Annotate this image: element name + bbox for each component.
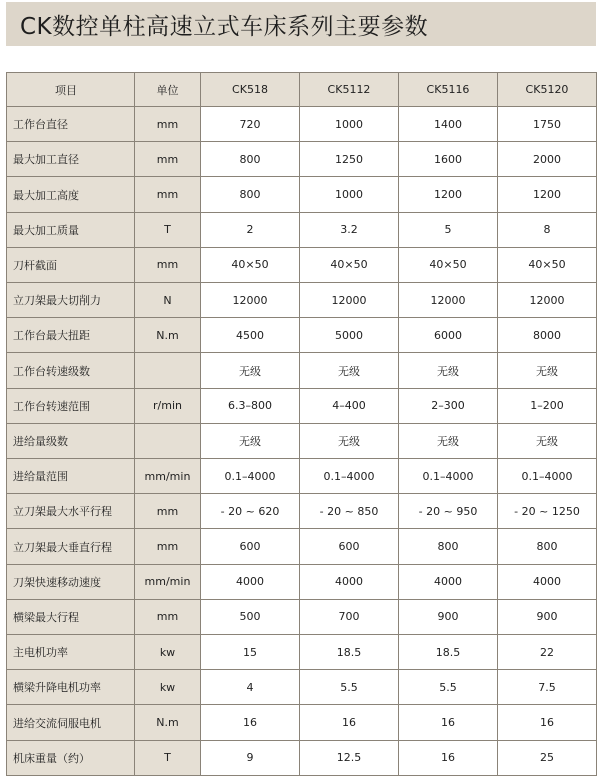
param-value: - 20 ~ 1250 [498, 494, 597, 529]
param-value: 1750 [498, 107, 597, 142]
param-name: 工作台转速范围 [7, 388, 135, 423]
table-row [7, 459, 597, 494]
param-unit: mm/min [135, 564, 201, 599]
header-model: CK5112 [300, 73, 399, 107]
param-value: 40×50 [399, 247, 498, 282]
param-value: - 20 ~ 950 [399, 494, 498, 529]
param-value: 15 [201, 635, 300, 670]
table-row [7, 670, 597, 705]
table-row [7, 705, 597, 740]
table-row [7, 740, 597, 775]
param-value: 900 [498, 599, 597, 634]
param-value: 无级 [498, 423, 597, 458]
param-name: 工作台最大扭距 [7, 318, 135, 353]
param-value: 0.1–4000 [300, 459, 399, 494]
table-row [7, 107, 597, 142]
param-unit: N [135, 283, 201, 318]
param-value: 4000 [201, 564, 300, 599]
param-unit: kw [135, 635, 201, 670]
table-row [7, 212, 597, 247]
param-value: 40×50 [300, 247, 399, 282]
param-value: 无级 [399, 423, 498, 458]
param-value: 40×50 [201, 247, 300, 282]
header-model: CK518 [201, 73, 300, 107]
param-unit: mm [135, 247, 201, 282]
param-value: 1000 [300, 177, 399, 212]
param-value: 800 [399, 529, 498, 564]
param-value: 25 [498, 740, 597, 775]
param-name: 进给交流伺服电机 [7, 705, 135, 740]
table-row [7, 635, 597, 670]
param-value: 2–300 [399, 388, 498, 423]
param-value: 无级 [498, 353, 597, 388]
param-value: 18.5 [300, 635, 399, 670]
param-name: 主电机功率 [7, 635, 135, 670]
param-value: 4500 [201, 318, 300, 353]
param-value: 2 [201, 212, 300, 247]
param-name: 工作台直径 [7, 107, 135, 142]
param-value: 4000 [399, 564, 498, 599]
param-value: 0.1–4000 [399, 459, 498, 494]
param-value: 1400 [399, 107, 498, 142]
title-bar [6, 2, 596, 46]
param-unit: T [135, 740, 201, 775]
spec-table-container [6, 72, 596, 776]
param-value: 700 [300, 599, 399, 634]
param-value: 无级 [201, 423, 300, 458]
param-value: 600 [300, 529, 399, 564]
param-unit [135, 423, 201, 458]
param-value: 22 [498, 635, 597, 670]
param-value: 18.5 [399, 635, 498, 670]
table-row [7, 494, 597, 529]
param-name: 横梁升降电机功率 [7, 670, 135, 705]
param-name: 刀架快速移动速度 [7, 564, 135, 599]
param-value: 4 [201, 670, 300, 705]
param-name: 进给量级数 [7, 423, 135, 458]
param-value: 16 [399, 740, 498, 775]
param-value: 5 [399, 212, 498, 247]
table-row [7, 283, 597, 318]
param-value: 1250 [300, 142, 399, 177]
param-value: - 20 ~ 850 [300, 494, 399, 529]
header-item: 项目 [7, 73, 135, 107]
param-value: 0.1–4000 [201, 459, 300, 494]
param-unit: T [135, 212, 201, 247]
param-value: 0.1–4000 [498, 459, 597, 494]
header-row [7, 73, 597, 107]
param-unit: mm [135, 177, 201, 212]
param-value: 900 [399, 599, 498, 634]
param-name: 机床重量（约） [7, 740, 135, 775]
table-row [7, 423, 597, 458]
table-row [7, 529, 597, 564]
table-row [7, 388, 597, 423]
param-value: 6000 [399, 318, 498, 353]
param-value: 4–400 [300, 388, 399, 423]
param-value: 40×50 [498, 247, 597, 282]
param-name: 工作台转速级数 [7, 353, 135, 388]
param-value: 12000 [201, 283, 300, 318]
param-unit: kw [135, 670, 201, 705]
param-value: 16 [399, 705, 498, 740]
page-title: CK数控单柱高速立式车床系列主要参数 [20, 14, 429, 40]
param-value: 无级 [399, 353, 498, 388]
table-row [7, 177, 597, 212]
param-unit [135, 353, 201, 388]
param-name: 最大加工高度 [7, 177, 135, 212]
param-unit: r/min [135, 388, 201, 423]
param-value: 600 [201, 529, 300, 564]
param-value: 800 [201, 142, 300, 177]
param-value: 800 [201, 177, 300, 212]
param-value: 12.5 [300, 740, 399, 775]
table-row [7, 247, 597, 282]
param-value: 7.5 [498, 670, 597, 705]
header-model: CK5116 [399, 73, 498, 107]
param-value: 1000 [300, 107, 399, 142]
param-value: 8000 [498, 318, 597, 353]
param-value: 无级 [300, 353, 399, 388]
param-value: 无级 [300, 423, 399, 458]
param-name: 最大加工质量 [7, 212, 135, 247]
header-model: CK5120 [498, 73, 597, 107]
table-row [7, 142, 597, 177]
param-unit: N.m [135, 705, 201, 740]
param-value: 无级 [201, 353, 300, 388]
param-unit: mm [135, 142, 201, 177]
param-value: 1200 [498, 177, 597, 212]
param-value: 6.3–800 [201, 388, 300, 423]
param-name: 立刀架最大切削力 [7, 283, 135, 318]
header-unit: 单位 [135, 73, 201, 107]
param-value: 9 [201, 740, 300, 775]
param-value: 500 [201, 599, 300, 634]
param-value: 5000 [300, 318, 399, 353]
table-row [7, 318, 597, 353]
param-value: 1200 [399, 177, 498, 212]
param-value: 4000 [498, 564, 597, 599]
param-value: - 20 ~ 620 [201, 494, 300, 529]
param-value: 5.5 [399, 670, 498, 705]
table-row [7, 353, 597, 388]
table-row [7, 564, 597, 599]
param-value: 1600 [399, 142, 498, 177]
param-name: 进给量范围 [7, 459, 135, 494]
param-value: 12000 [399, 283, 498, 318]
param-value: 1–200 [498, 388, 597, 423]
param-unit: mm [135, 599, 201, 634]
param-value: 800 [498, 529, 597, 564]
param-name: 横梁最大行程 [7, 599, 135, 634]
spec-table [6, 72, 597, 776]
param-value: 2000 [498, 142, 597, 177]
param-value: 720 [201, 107, 300, 142]
param-name: 立刀架最大垂直行程 [7, 529, 135, 564]
table-row [7, 599, 597, 634]
param-name: 立刀架最大水平行程 [7, 494, 135, 529]
param-unit: mm [135, 529, 201, 564]
param-unit: N.m [135, 318, 201, 353]
param-unit: mm [135, 494, 201, 529]
param-value: 16 [201, 705, 300, 740]
param-value: 16 [300, 705, 399, 740]
param-value: 12000 [498, 283, 597, 318]
param-unit: mm/min [135, 459, 201, 494]
param-name: 最大加工直径 [7, 142, 135, 177]
param-value: 16 [498, 705, 597, 740]
param-value: 12000 [300, 283, 399, 318]
param-name: 刀杆截面 [7, 247, 135, 282]
param-unit: mm [135, 107, 201, 142]
param-value: 3.2 [300, 212, 399, 247]
param-value: 8 [498, 212, 597, 247]
param-value: 4000 [300, 564, 399, 599]
param-value: 5.5 [300, 670, 399, 705]
